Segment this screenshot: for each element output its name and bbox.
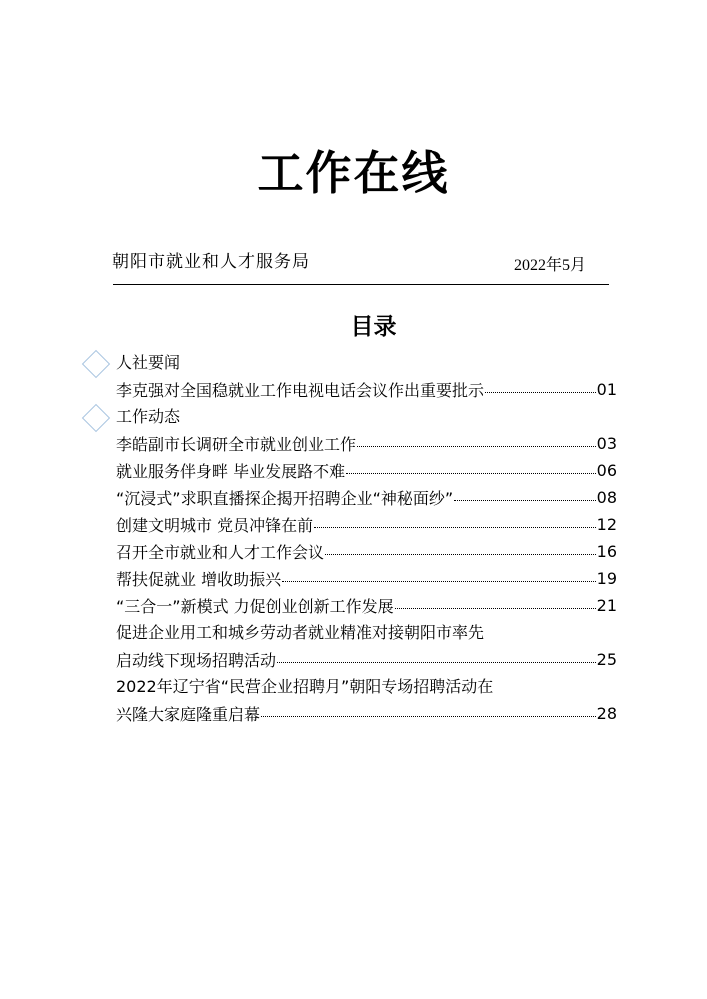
dot-leader: [282, 581, 596, 582]
toc-entry[interactable]: [116, 376, 617, 403]
toc-entry-page: 06: [596, 461, 617, 480]
toc-section-label: 人社要闻: [116, 353, 181, 372]
toc-entry[interactable]: [116, 565, 617, 592]
dot-leader: [314, 527, 596, 528]
toc-entry-text: “沉浸式”求职直播探企揭开招聘企业“神秘面纱”: [116, 489, 454, 508]
dot-leader: [454, 500, 595, 501]
toc-entry-page: 16: [596, 542, 617, 561]
toc-entry-page: 01: [596, 380, 617, 399]
toc-title: 目录: [350, 314, 397, 340]
dot-leader: [325, 554, 596, 555]
toc-entry-text: “三合一”新模式 力促创业创新工作发展: [116, 597, 394, 616]
toc-entry-text: 创建文明城市 党员冲锋在前: [116, 516, 314, 535]
dot-leader: [485, 392, 596, 393]
toc-entry[interactable]: [116, 646, 617, 673]
diamond-bullet-icon: [82, 350, 110, 378]
toc-entry-text: 兴隆大家庭隆重启幕: [116, 705, 261, 724]
toc-entry-page: 28: [596, 704, 617, 723]
diamond-bullet-icon: [82, 404, 110, 432]
header-divider: [113, 284, 609, 285]
toc-entry[interactable]: [116, 484, 617, 511]
toc-entry-text-line1[interactable]: 促进企业用工和城乡劳动者就业精准对接朝阳市率先: [116, 623, 485, 642]
toc-entry-text: 李克强对全国稳就业工作电视电话会议作出重要批示: [116, 381, 485, 400]
dot-leader: [357, 446, 596, 447]
toc-entry[interactable]: [116, 538, 617, 565]
toc-entry-page: 21: [596, 596, 617, 615]
toc-entry-page: 08: [596, 488, 617, 507]
toc-entry-page: 25: [596, 650, 617, 669]
toc-entry-text: 启动线下现场招聘活动: [116, 651, 277, 670]
toc-entry-page: 12: [596, 515, 617, 534]
toc-entry[interactable]: [116, 511, 617, 538]
toc-entry-text: 李皓副市长调研全市就业创业工作: [116, 435, 357, 454]
dot-leader: [346, 473, 596, 474]
toc-entry[interactable]: [116, 700, 617, 727]
toc-entry-page: 03: [596, 434, 617, 453]
toc-entry[interactable]: [116, 592, 617, 619]
dot-leader: [395, 608, 596, 609]
toc-entry[interactable]: [116, 430, 617, 457]
document-title: 工作在线: [257, 146, 450, 200]
toc-entry-text: 就业服务伴身畔 毕业发展路不难: [116, 462, 346, 481]
toc-entry-text: 召开全市就业和人才工作会议: [116, 543, 325, 562]
toc-entry-text-line1[interactable]: 2022年辽宁省“民营企业招聘月”朝阳专场招聘活动在: [116, 677, 494, 696]
organization-name: 朝阳市就业和人才服务局: [112, 252, 310, 272]
issue-date: 2022年5月: [514, 257, 587, 274]
dot-leader: [261, 716, 596, 717]
toc-entry-text: 帮扶促就业 增收助振兴: [116, 570, 282, 589]
toc-entry[interactable]: [116, 457, 617, 484]
toc-section-label: 工作动态: [116, 407, 181, 426]
dot-leader: [277, 662, 596, 663]
toc-entry-page: 19: [596, 569, 617, 588]
